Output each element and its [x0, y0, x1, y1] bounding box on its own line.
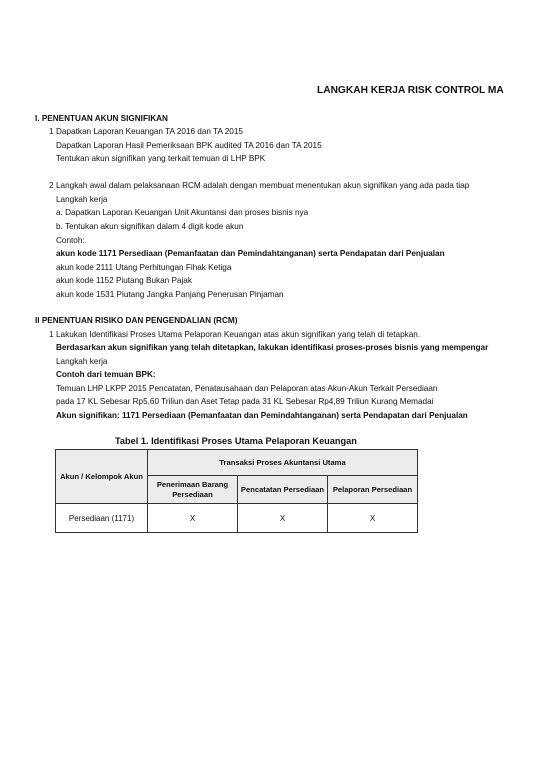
table-subheader-penerimaan: Penerimaan Barang Persediaan — [148, 476, 238, 504]
section-1-item-2-intro: Langkah awal dalam pelaksanaan RCM adalah dengan membuat menentukan akun signifikan yang ada pada tiap — [56, 181, 470, 190]
section-2-temuan-line: pada 17 KL Sebesar Rp5,60 Triliun dan Aset Tetap pada 31 KL Sebesar Rp4,89 Triliun Kurang Memadai — [56, 397, 434, 406]
section-1-step-b: b. Tentukan akun signifikan dalam 4 digit kode akun — [56, 222, 244, 231]
process-identification-table — [55, 449, 418, 533]
section-1-item-1-line: Dapatkan Laporan Keuangan TA 2016 dan TA 2015 — [56, 127, 243, 136]
section-1-example: akun kode 1531 Piutang Jangka Panjang Penerusan Pinjaman — [56, 290, 284, 299]
table-row — [56, 504, 418, 533]
table-cell-akun: Persediaan (1171) — [56, 504, 148, 533]
table-header-transaksi: Transaksi Proses Akuntansi Utama — [148, 450, 418, 476]
section-2-heading: II PENENTUAN RISIKO DAN PENGENDALIAN (RCM) — [35, 316, 238, 325]
section-2-item-1-line: Lakukan Identifikasi Proses Utama Pelaporan Keuangan atas akun signifikan yang telah di tetapkan. — [56, 330, 421, 339]
section-1-contoh: Contoh: — [56, 236, 85, 245]
table-cell: X — [328, 504, 418, 533]
section-2-item-1-number: 1 — [49, 330, 54, 339]
table-subheader-pelaporan: Pelaporan Persediaan — [328, 476, 418, 504]
section-2-akun-signifikan: Akun signifikan: 1171 Persediaan (Pemanfaatan dan Pemindahtanganan) serta Pendapatan dari Penjualan — [56, 411, 468, 420]
section-1-langkah-kerja: Langkah kerja — [56, 195, 108, 204]
section-1-item-2-number: 2 — [49, 181, 54, 190]
section-2-temuan-line: Temuan LHP LKPP 2015 Pencatatan, Penatausahaan dan Pelaporan atas Akun-Akun Terkait Persediaan — [56, 384, 438, 393]
document-title: LANGKAH KERJA RISK CONTROL MA — [317, 85, 504, 96]
section-1-item-1-number: 1 — [49, 127, 54, 136]
table-title: Tabel 1. Identifikasi Proses Utama Pelaporan Keuangan — [115, 436, 357, 446]
section-2-langkah-kerja: Langkah kerja — [56, 357, 108, 366]
section-1-item-1-line: Tentukan akun signifikan yang terkait temuan di LHP BPK — [56, 154, 266, 163]
section-1-example: akun kode 1152 Piutang Bukan Pajak — [56, 276, 192, 285]
section-1-example: akun kode 2111 Utang Perhitungan Fihak Ketiga — [56, 263, 232, 272]
section-2-contoh-bpk: Contoh dari temuan BPK: — [56, 370, 156, 379]
section-1-heading: I. PENENTUAN AKUN SIGNIFIKAN — [35, 114, 168, 123]
table-cell: X — [238, 504, 328, 533]
section-2-bold-line: Berdasarkan akun signifikan yang telah ditetapkan, lakukan identifikasi proses-proses bisnis yang mempengar — [56, 343, 489, 352]
table-header-akun: Akun / Kelompok Akun — [56, 450, 148, 504]
section-1-step-a: a. Dapatkan Laporan Keuangan Unit Akuntansi dan proses bisnis nya — [56, 208, 309, 217]
table-subheader-pencatatan: Pencatatan Persediaan — [238, 476, 328, 504]
table-cell: X — [148, 504, 238, 533]
section-1-example-bold: akun kode 1171 Persediaan (Pemanfaatan dan Pemindahtanganan) serta Pendapatan dari Penjualan — [56, 249, 445, 258]
section-1-item-1-line: Dapatkan Laporan Hasil Pemeriksaan BPK audited TA 2016 dan TA 2015 — [56, 141, 322, 150]
